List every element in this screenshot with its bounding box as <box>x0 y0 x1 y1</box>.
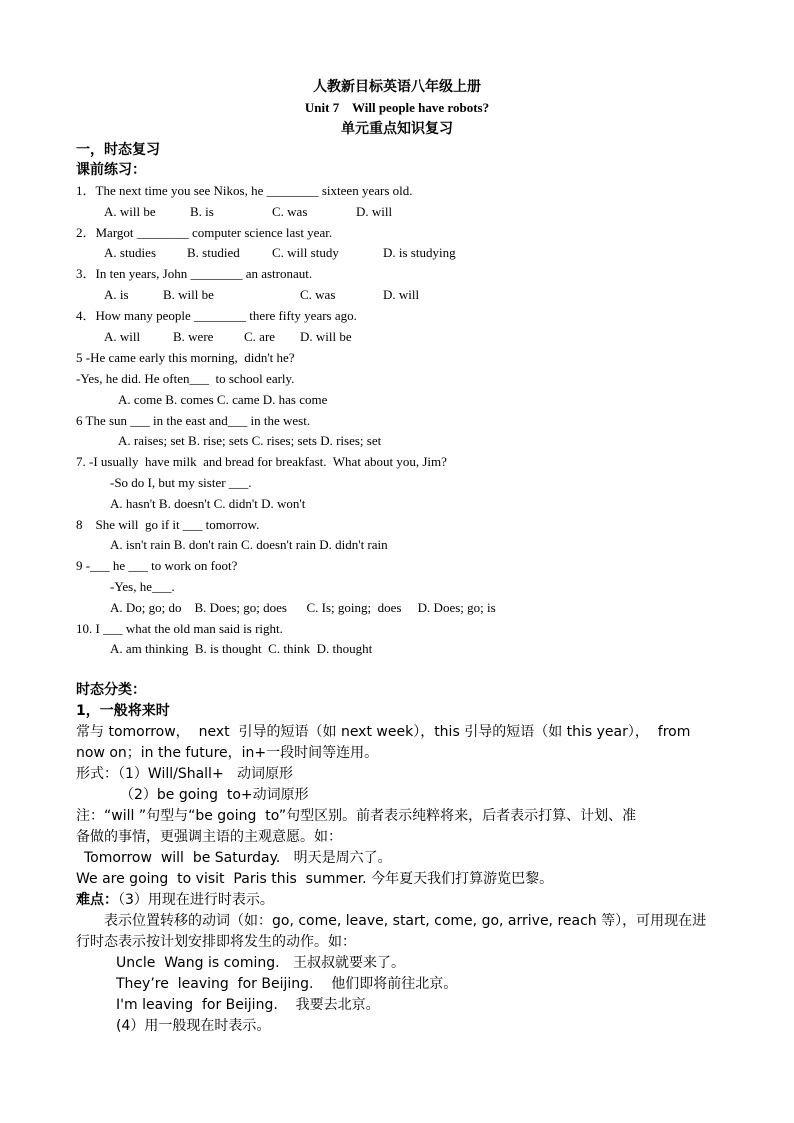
question-9-stem-2: -Yes, he___. <box>110 579 175 594</box>
question-2-option-d: D. is studying <box>383 245 456 260</box>
question-1-option-d: D. will <box>356 204 393 219</box>
doc-subtitle: 单元重点知识复习 <box>341 121 453 137</box>
question-6-stem: 6 The sun ___ in the east and___ in the west. <box>76 413 311 428</box>
paragraph-motion-verbs-line-2: 行时态表示按计划安排即将发生的动作。如： <box>76 934 356 950</box>
question-4-option-a: A. will <box>104 329 141 344</box>
unit-title: Unit 7 Will people have robots? <box>304 100 490 115</box>
note-line-1: 注：“will ”句型与“be going to”句型区别。前者表示纯粹将来，后者表示打算、计划、准 <box>76 808 637 824</box>
question-2-option-c: C. will study <box>272 245 339 260</box>
question-8-stem: 8 She will go if it ___ tomorrow. <box>76 517 260 532</box>
form-line-2: （2）be going to+动词原形 <box>120 787 309 803</box>
question-4-stem: 4．How many people ________ there fifty years ago. <box>76 308 357 323</box>
question-5-stem: 5 -He came early this morning, didn't he? <box>76 350 295 365</box>
question-1-option-a: A. will be <box>104 204 156 219</box>
difficulty-text: （3）用现在进行时表示。 <box>118 892 274 908</box>
question-5-options: A. come B. comes C. came D. has come <box>118 392 328 407</box>
example-5: I'm leaving for Beijing. 我要去北京。 <box>116 997 380 1013</box>
form-line-4: (4）用一般现在时表示。 <box>116 1018 271 1034</box>
practice-label: 课前练习： <box>76 162 146 178</box>
question-9-stem: 9 -___ he ___ to work on foot? <box>76 558 238 573</box>
question-7-stem-2: -So do I, but my sister ___. <box>110 475 252 490</box>
question-3-option-b: B. will be <box>163 287 214 302</box>
difficulty-line <box>76 891 274 909</box>
question-3-stem: 3．In ten years, John ________ an astronaut. <box>76 266 313 281</box>
subheading-simple-future: 1，一般将来时 <box>76 703 170 719</box>
question-3-option-c: C. was <box>300 287 336 302</box>
question-1-option-c: C. was <box>272 204 308 219</box>
form-line-1: 形式：（1）Will/Shall+ 动词原形 <box>76 766 294 782</box>
question-10-options: A. am thinking B. is thought C. think D. thought <box>110 641 373 656</box>
question-2-stem: 2．Margot ________ computer science last year. <box>76 225 333 240</box>
question-4-option-d: D. will be <box>300 329 352 344</box>
question-3-option-a: A. is <box>104 287 129 302</box>
section-heading-tense-types: 时态分类： <box>76 682 146 698</box>
example-3: Uncle Wang is coming. 王叔叔就要来了。 <box>116 955 405 971</box>
example-4: They’re leaving for Beijing. 他们即将前往北京。 <box>116 976 458 992</box>
question-7-stem: 7. -I usually have milk and bread for breakfast. What about you, Jim? <box>76 454 447 469</box>
question-1-option-b: B. is <box>190 204 214 219</box>
question-2-option-b: B. studied <box>187 245 240 260</box>
question-3-option-d: D. will <box>383 287 420 302</box>
paragraph-usage-line-2: now on；in the future，in+一段时间等连用。 <box>76 745 379 761</box>
question-7-options: A. hasn't B. doesn't C. didn't D. won't <box>110 496 306 511</box>
question-1-stem: 1．The next time you see Nikos, he ________ sixteen years old. <box>76 183 413 198</box>
difficulty-label: 难点： <box>76 892 118 908</box>
example-2: We are going to visit Paris this summer. 今年夏天我们打算游览巴黎。 <box>76 871 554 887</box>
question-8-options: A. isn't rain B. don't rain C. doesn't rain D. didn't rain <box>110 537 388 552</box>
question-9-options: A. Do; go; do B. Does; go; does C. Is; going; does D. Does; go; is <box>110 600 496 615</box>
question-4-option-c: C. are <box>244 329 276 344</box>
example-1: Tomorrow will be Saturday. 明天是周六了。 <box>84 850 392 866</box>
paragraph-usage-line-1: 常与 tomorrow， next 引导的短语（如 next week），this 引导的短语（如 this year）， from <box>76 724 691 740</box>
paragraph-motion-verbs-line-1: 表示位置转移的动词（如：go, come, leave, start, come, go, arrive, reach 等），可用现在进 <box>104 913 707 929</box>
question-4-option-b: B. were <box>173 329 214 344</box>
question-6-options: A. raises; set B. rise; sets C. rises; sets D. rises; set <box>118 433 382 448</box>
doc-title: 人教新目标英语八年级上册 <box>313 79 481 95</box>
question-2-option-a: A. studies <box>104 245 156 260</box>
section-heading-tense-review: 一，时态复习 <box>76 142 160 158</box>
question-5-stem-2: -Yes, he did. He often___ to school early. <box>76 371 295 386</box>
note-line-2: 备做的事情，更强调主语的主观意愿。如： <box>76 829 342 845</box>
question-10-stem: 10. I ___ what the old man said is right. <box>76 621 283 636</box>
